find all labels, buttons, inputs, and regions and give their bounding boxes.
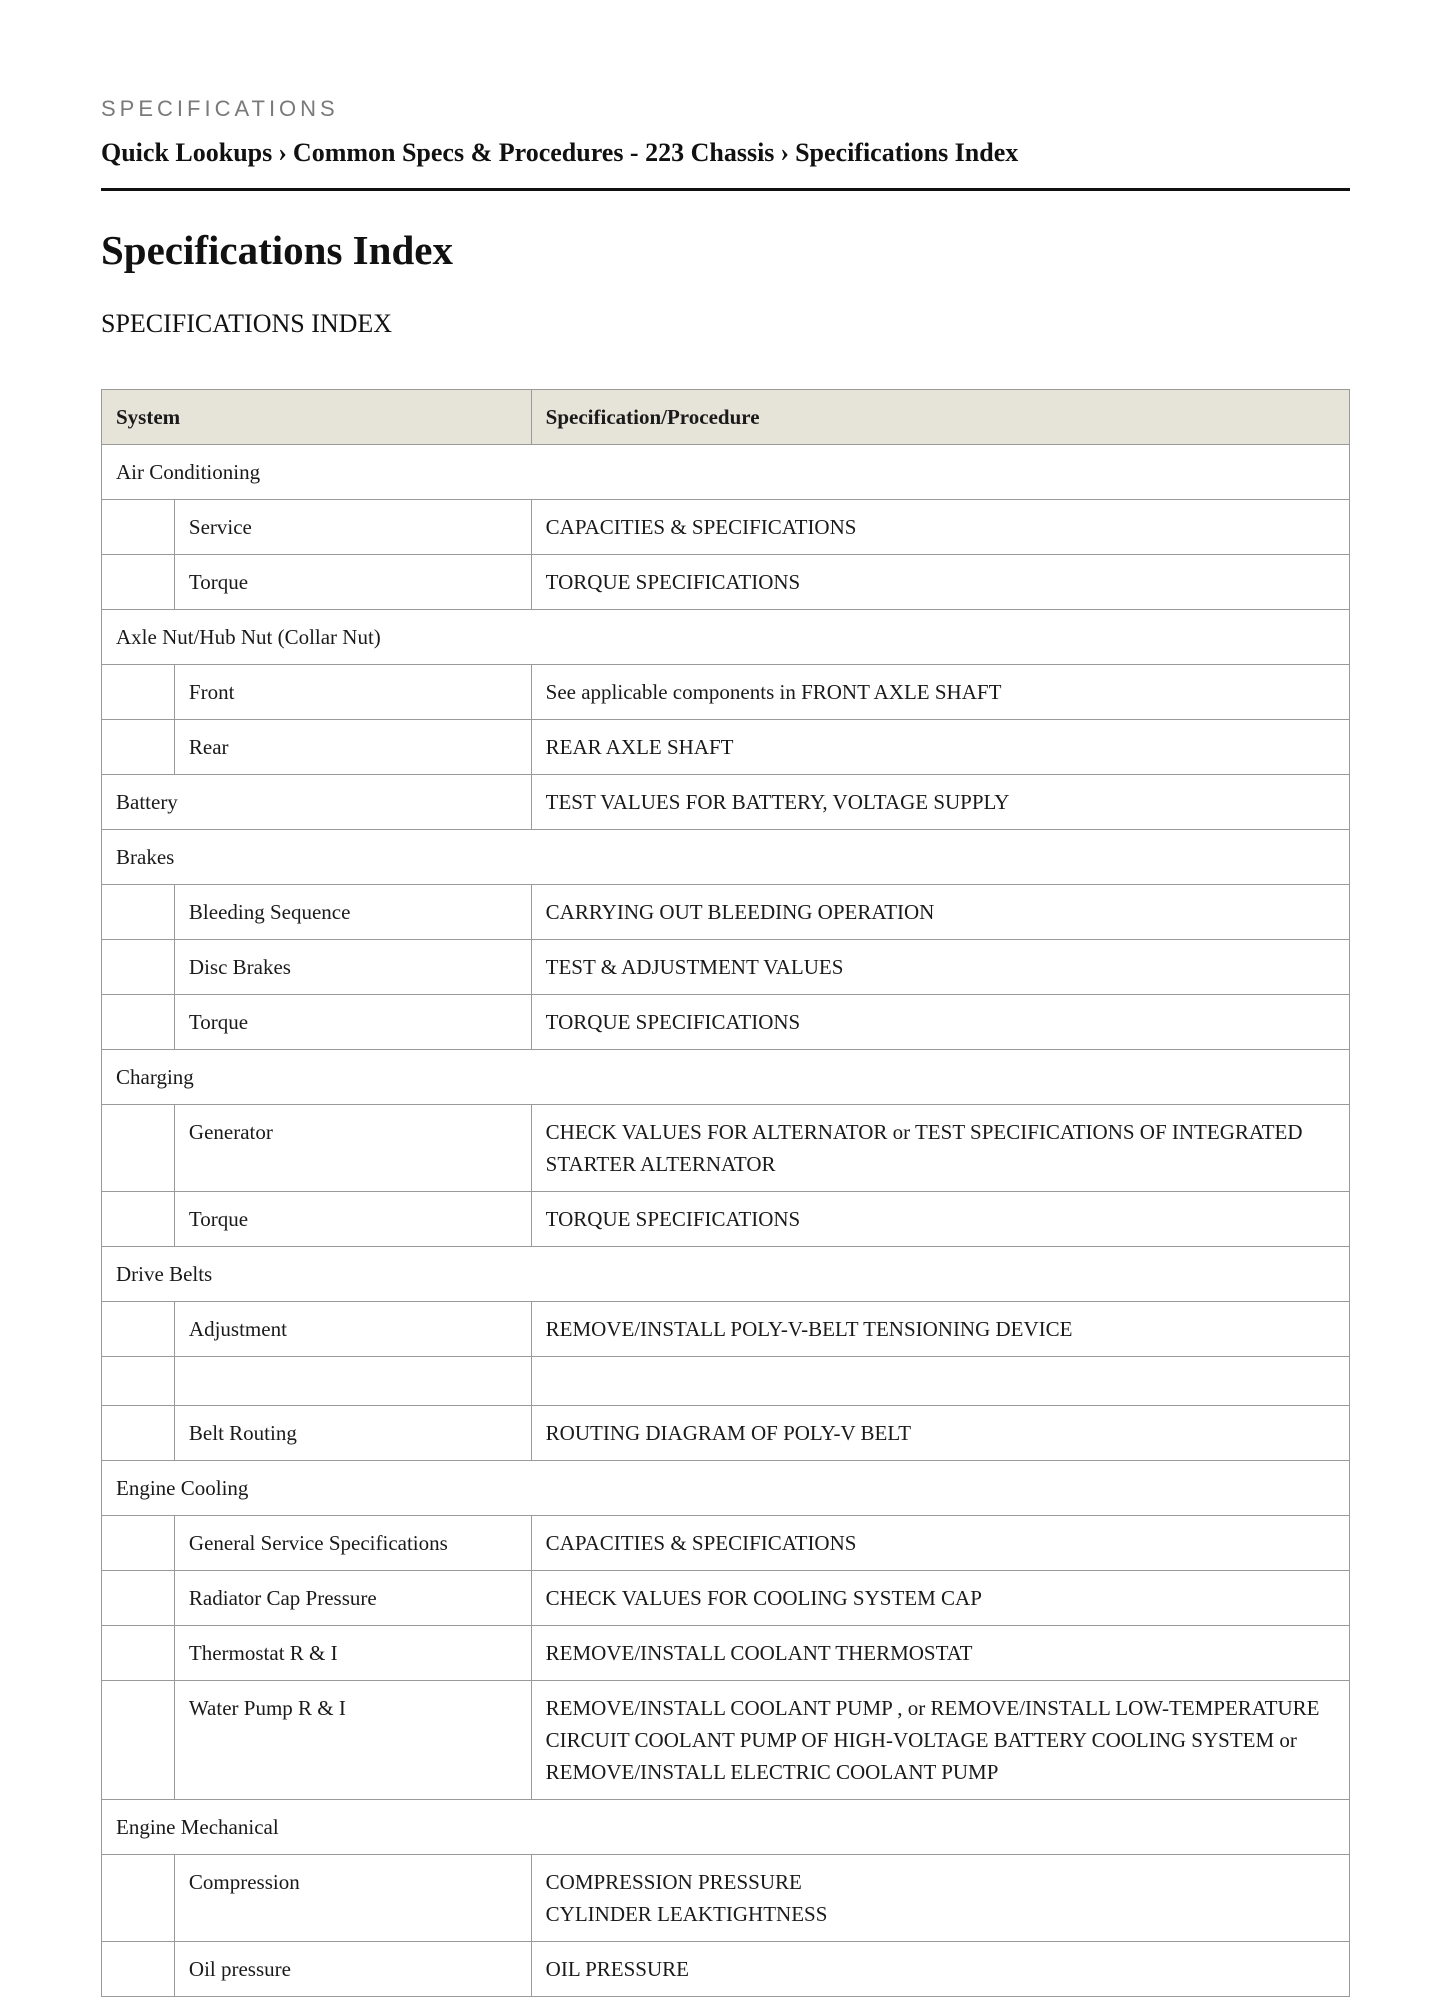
spec-link[interactable]: OIL PRESSURE [545, 1957, 689, 1981]
subsystem-cell: Compression [174, 1855, 531, 1942]
table-group-row [102, 1461, 1350, 1516]
breadcrumb [101, 138, 1350, 168]
table-row [102, 775, 1350, 830]
indent-cell [102, 500, 175, 555]
table-group-row [102, 1800, 1350, 1855]
header-divider [101, 188, 1350, 191]
spec-link[interactable]: REMOVE/INSTALL COOLANT THERMOSTAT [545, 1641, 973, 1665]
table-row [102, 1302, 1350, 1357]
spec-link[interactable]: TORQUE SPECIFICATIONS [545, 1010, 801, 1034]
indent-cell [102, 1302, 175, 1357]
table-row [102, 1681, 1350, 1800]
spec-link[interactable]: TEST VALUES FOR BATTERY, VOLTAGE SUPPLY [545, 790, 1010, 814]
spec-link[interactable]: See applicable components in FRONT AXLE SHAFT [545, 680, 1002, 704]
subsystem-cell: Torque [174, 555, 531, 610]
table-row [102, 1626, 1350, 1681]
spec-cell [531, 1406, 1349, 1461]
indent-cell [102, 1192, 175, 1247]
table-row [102, 1192, 1350, 1247]
spec-link[interactable]: TORQUE SPECIFICATIONS [545, 570, 801, 594]
table-row [102, 1357, 1350, 1406]
indent-cell [102, 1571, 175, 1626]
table-body [102, 445, 1350, 1997]
indent-cell [102, 1855, 175, 1942]
indent-cell [102, 1626, 175, 1681]
table-header-row [102, 390, 1350, 445]
subsystem-cell: Generator [174, 1105, 531, 1192]
page-subtitle: SPECIFICATIONS INDEX [101, 309, 393, 338]
system-group-label: Engine Mechanical [102, 1800, 1350, 1855]
column-header-specification: Specification/Procedure [531, 390, 1349, 445]
subsystem-cell: Belt Routing [174, 1406, 531, 1461]
page-title: Specifications Index [101, 227, 453, 273]
spec-link[interactable]: CAPACITIES & SPECIFICATIONS [545, 1531, 857, 1555]
section-eyebrow: SPECIFICATIONS [101, 96, 339, 121]
indent-cell [102, 720, 175, 775]
spec-link[interactable]: COMPRESSION PRESSURE [545, 1870, 802, 1894]
table-row [102, 940, 1350, 995]
system-group-label: Engine Cooling [102, 1461, 1350, 1516]
table-row [102, 885, 1350, 940]
indent-cell [102, 1681, 175, 1800]
breadcrumb-item-common-specs[interactable]: Common Specs & Procedures - 223 Chassis [292, 138, 775, 167]
subsystem-cell: Thermostat R & I [174, 1626, 531, 1681]
table-group-row [102, 1050, 1350, 1105]
system-group-label: Charging [102, 1050, 1350, 1105]
breadcrumb-separator: › [278, 138, 287, 167]
indent-cell [102, 1406, 175, 1461]
subsystem-cell: Radiator Cap Pressure [174, 1571, 531, 1626]
indent-cell [102, 1105, 175, 1192]
spec-link[interactable]: REAR AXLE SHAFT [545, 735, 734, 759]
spec-link[interactable]: CAPACITIES & SPECIFICATIONS [545, 515, 857, 539]
table-row [102, 500, 1350, 555]
subsystem-cell: Disc Brakes [174, 940, 531, 995]
spec-link[interactable]: CHECK VALUES FOR COOLING SYSTEM CAP [545, 1586, 982, 1610]
table-row [102, 1406, 1350, 1461]
subsystem-cell: Bleeding Sequence [174, 885, 531, 940]
spec-cell [531, 1516, 1349, 1571]
spec-cell [531, 555, 1349, 610]
table-group-row [102, 610, 1350, 665]
spec-cell [531, 1192, 1349, 1247]
table-row [102, 1855, 1350, 1942]
indent-cell [102, 1516, 175, 1571]
table-row [102, 1571, 1350, 1626]
subsystem-cell: General Service Specifications [174, 1516, 531, 1571]
table-group-row [102, 1247, 1350, 1302]
table-row [102, 1942, 1350, 1997]
spec-link[interactable]: CYLINDER LEAKTIGHTNESS [545, 1902, 828, 1926]
spec-cell [531, 775, 1349, 830]
spec-cell [531, 885, 1349, 940]
table-row [102, 995, 1350, 1050]
spec-cell [531, 1302, 1349, 1357]
breadcrumb-item-quick-lookups[interactable]: Quick Lookups [101, 138, 273, 167]
spec-cell [531, 500, 1349, 555]
spec-link[interactable]: REMOVE/INSTALL COOLANT PUMP , or REMOVE/INSTALL LOW-TEMPERATURE CIRCUIT COOLANT PUMP OF HIGH-VOLTAGE BATTERY COOLING SYSTEM or REMOVE/INSTALL ELECTRIC COOLANT PUMP [545, 1696, 1320, 1784]
indent-cell [102, 885, 175, 940]
spec-cell [531, 1942, 1349, 1997]
table-row [102, 555, 1350, 610]
breadcrumb-separator: › [780, 138, 790, 167]
subsystem-cell: Water Pump R & I [174, 1681, 531, 1800]
spec-cell [531, 720, 1349, 775]
spec-cell [531, 940, 1349, 995]
table-row [102, 720, 1350, 775]
table-group-row [102, 830, 1350, 885]
spec-cell [531, 665, 1349, 720]
subsystem-cell [174, 1357, 531, 1406]
indent-cell [102, 555, 175, 610]
spec-cell [531, 1571, 1349, 1626]
indent-cell [102, 995, 175, 1050]
spec-link[interactable]: CHECK VALUES FOR ALTERNATOR or TEST SPECIFICATIONS OF INTEGRATED STARTER ALTERNATOR [545, 1120, 1303, 1176]
spec-cell [531, 1357, 1349, 1406]
subsystem-cell: Rear [174, 720, 531, 775]
spec-cell [531, 1681, 1349, 1800]
system-group-label: Brakes [102, 830, 1350, 885]
subsystem-cell: Oil pressure [174, 1942, 531, 1997]
system-cell: Battery [102, 775, 532, 830]
spec-cell [531, 995, 1349, 1050]
indent-cell [102, 1942, 175, 1997]
spec-cell [531, 1626, 1349, 1681]
spec-link[interactable]: CARRYING OUT BLEEDING OPERATION [545, 900, 935, 924]
indent-cell [102, 940, 175, 995]
indent-cell [102, 1357, 175, 1406]
indent-cell [102, 665, 175, 720]
system-group-label: Air Conditioning [102, 445, 1350, 500]
spec-link[interactable]: ROUTING DIAGRAM OF POLY-V BELT [545, 1421, 912, 1445]
subsystem-cell: Service [174, 500, 531, 555]
spec-link[interactable]: REMOVE/INSTALL POLY-V-BELT TENSIONING DEVICE [545, 1317, 1073, 1341]
system-group-label: Axle Nut/Hub Nut (Collar Nut) [102, 610, 1350, 665]
subsystem-cell: Torque [174, 1192, 531, 1247]
spec-link[interactable]: TORQUE SPECIFICATIONS [545, 1207, 801, 1231]
subsystem-cell: Torque [174, 995, 531, 1050]
table-row [102, 665, 1350, 720]
table-row [102, 1516, 1350, 1571]
spec-link[interactable]: TEST & ADJUSTMENT VALUES [545, 955, 844, 979]
table-group-row [102, 445, 1350, 500]
subsystem-cell: Front [174, 665, 531, 720]
subsystem-cell: Adjustment [174, 1302, 531, 1357]
system-group-label: Drive Belts [102, 1247, 1350, 1302]
table-row [102, 1105, 1350, 1192]
spec-cell [531, 1105, 1349, 1192]
column-header-system: System [102, 390, 532, 445]
spec-cell [531, 1855, 1349, 1942]
breadcrumb-item-current: Specifications Index [795, 138, 1019, 167]
specifications-table [101, 389, 1350, 1997]
